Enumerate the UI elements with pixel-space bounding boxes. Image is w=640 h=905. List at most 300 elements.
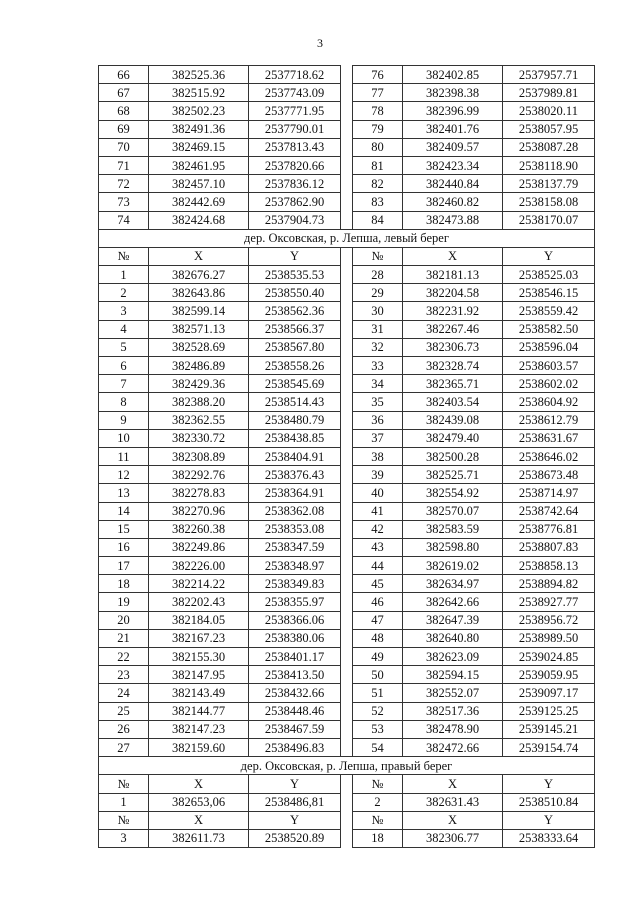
x-coordinate: 382388.20 (149, 393, 249, 411)
x-coordinate: 382267.46 (403, 320, 503, 338)
x-coordinate: 382571.13 (149, 320, 249, 338)
point-number: 6 (99, 357, 149, 375)
y-coordinate: 2537862.90 (249, 193, 341, 211)
table-row (99, 629, 595, 647)
y-coordinate: 2538596.04 (503, 338, 595, 356)
column-header-y: Y (503, 247, 595, 265)
y-coordinate: 2538380.06 (249, 629, 341, 647)
column-header-x: X (403, 811, 503, 829)
point-number: 36 (353, 411, 403, 429)
column-header-number: № (353, 247, 403, 265)
x-coordinate: 382469.15 (149, 138, 249, 156)
x-coordinate: 382214.22 (149, 575, 249, 593)
table-row (99, 720, 595, 738)
point-number: 24 (99, 684, 149, 702)
x-coordinate: 382292.76 (149, 466, 249, 484)
y-coordinate: 2537790.01 (249, 120, 341, 138)
x-coordinate: 382515.92 (149, 84, 249, 102)
column-header-y: Y (249, 247, 341, 265)
column-gap (341, 156, 353, 174)
y-coordinate: 2538603.57 (503, 357, 595, 375)
y-coordinate: 2538057.95 (503, 120, 595, 138)
table-row (99, 666, 595, 684)
x-coordinate: 382330.72 (149, 429, 249, 447)
point-number: 3 (99, 829, 149, 847)
y-coordinate: 2538602.02 (503, 375, 595, 393)
column-gap (341, 502, 353, 520)
table-row (99, 702, 595, 720)
point-number: 66 (99, 66, 149, 84)
column-gap (341, 575, 353, 593)
y-coordinate: 2537820.66 (249, 156, 341, 174)
section-title-right-bank: дер. Оксовская, р. Лепша, правый берег (99, 757, 595, 775)
table-row (99, 120, 595, 138)
y-coordinate: 2538333.64 (503, 829, 595, 847)
point-number: 9 (99, 411, 149, 429)
point-number: 76 (353, 66, 403, 84)
x-coordinate: 382554.92 (403, 484, 503, 502)
x-coordinate: 382473.88 (403, 211, 503, 229)
y-coordinate: 2537743.09 (249, 84, 341, 102)
point-number: 81 (353, 156, 403, 174)
point-number: 84 (353, 211, 403, 229)
header-row (99, 811, 595, 829)
column-gap (341, 666, 353, 684)
column-gap (341, 520, 353, 538)
table-row (99, 575, 595, 593)
column-gap (341, 247, 353, 265)
x-coordinate: 382226.00 (149, 557, 249, 575)
x-coordinate: 382278.83 (149, 484, 249, 502)
x-coordinate: 382396.99 (403, 102, 503, 120)
table-row (99, 193, 595, 211)
point-number: 45 (353, 575, 403, 593)
point-number: 11 (99, 447, 149, 465)
y-coordinate: 2538362.08 (249, 502, 341, 520)
x-coordinate: 382525.71 (403, 466, 503, 484)
table-row (99, 484, 595, 502)
column-gap (341, 411, 353, 429)
section-row (99, 229, 595, 247)
x-coordinate: 382204.58 (403, 284, 503, 302)
x-coordinate: 382583.59 (403, 520, 503, 538)
y-coordinate: 2539059.95 (503, 666, 595, 684)
y-coordinate: 2538347.59 (249, 538, 341, 556)
table-row (99, 502, 595, 520)
point-number: 19 (99, 593, 149, 611)
point-number: 27 (99, 738, 149, 756)
y-coordinate: 2537904.73 (249, 211, 341, 229)
table-row (99, 284, 595, 302)
table-row (99, 375, 595, 393)
table-row (99, 793, 595, 811)
point-number: 74 (99, 211, 149, 229)
y-coordinate: 2538496.83 (249, 738, 341, 756)
x-coordinate: 382634.97 (403, 575, 503, 593)
x-coordinate: 382398.38 (403, 84, 503, 102)
point-number: 69 (99, 120, 149, 138)
point-number: 38 (353, 447, 403, 465)
point-number: 16 (99, 538, 149, 556)
table-row (99, 138, 595, 156)
column-header-number: № (353, 775, 403, 793)
column-gap (341, 720, 353, 738)
y-coordinate: 2538404.91 (249, 447, 341, 465)
x-coordinate: 382570.07 (403, 502, 503, 520)
x-coordinate: 382611.73 (149, 829, 249, 847)
point-number: 67 (99, 84, 149, 102)
point-number: 2 (353, 793, 403, 811)
column-gap (341, 593, 353, 611)
table-row (99, 684, 595, 702)
x-coordinate: 382486.89 (149, 357, 249, 375)
y-coordinate: 2539154.74 (503, 738, 595, 756)
point-number: 80 (353, 138, 403, 156)
x-coordinate: 382181.13 (403, 266, 503, 284)
column-gap (341, 266, 353, 284)
point-number: 32 (353, 338, 403, 356)
column-gap (341, 66, 353, 84)
point-number: 68 (99, 102, 149, 120)
x-coordinate: 382478.90 (403, 720, 503, 738)
table-row (99, 829, 595, 847)
point-number: 53 (353, 720, 403, 738)
y-coordinate: 2538467.59 (249, 720, 341, 738)
x-coordinate: 382147.23 (149, 720, 249, 738)
coordinates-table (98, 65, 595, 848)
column-gap (341, 102, 353, 120)
x-coordinate: 382643.86 (149, 284, 249, 302)
y-coordinate: 2537771.95 (249, 102, 341, 120)
x-coordinate: 382528.69 (149, 338, 249, 356)
y-coordinate: 2538582.50 (503, 320, 595, 338)
table-row (99, 447, 595, 465)
x-coordinate: 382647.39 (403, 611, 503, 629)
point-number: 26 (99, 720, 149, 738)
point-number: 82 (353, 175, 403, 193)
y-coordinate: 2538349.83 (249, 575, 341, 593)
y-coordinate: 2538376.43 (249, 466, 341, 484)
point-number: 8 (99, 393, 149, 411)
table-row (99, 102, 595, 120)
point-number: 7 (99, 375, 149, 393)
column-gap (341, 338, 353, 356)
x-coordinate: 382640.80 (403, 629, 503, 647)
point-number: 20 (99, 611, 149, 629)
column-gap (341, 193, 353, 211)
column-gap (341, 284, 353, 302)
table-row (99, 538, 595, 556)
column-gap (341, 775, 353, 793)
y-coordinate: 2538170.07 (503, 211, 595, 229)
point-number: 25 (99, 702, 149, 720)
point-number: 1 (99, 266, 149, 284)
y-coordinate: 2538366.06 (249, 611, 341, 629)
x-coordinate: 382328.74 (403, 357, 503, 375)
section-title-left-bank: дер. Оксовская, р. Лепша, левый берег (99, 229, 595, 247)
column-gap (341, 429, 353, 447)
x-coordinate: 382402.85 (403, 66, 503, 84)
point-number: 30 (353, 302, 403, 320)
y-coordinate: 2538020.11 (503, 102, 595, 120)
point-number: 47 (353, 611, 403, 629)
table-row (99, 648, 595, 666)
column-gap (341, 629, 353, 647)
x-coordinate: 382184.05 (149, 611, 249, 629)
point-number: 77 (353, 84, 403, 102)
x-coordinate: 382491.36 (149, 120, 249, 138)
x-coordinate: 382362.55 (149, 411, 249, 429)
table-row (99, 593, 595, 611)
x-coordinate: 382439.08 (403, 411, 503, 429)
x-coordinate: 382552.07 (403, 684, 503, 702)
column-gap (341, 84, 353, 102)
x-coordinate: 382500.28 (403, 447, 503, 465)
column-gap (341, 211, 353, 229)
point-number: 49 (353, 648, 403, 666)
point-number: 78 (353, 102, 403, 120)
x-coordinate: 382653,06 (149, 793, 249, 811)
point-number: 54 (353, 738, 403, 756)
table-row (99, 429, 595, 447)
x-coordinate: 382306.77 (403, 829, 503, 847)
x-coordinate: 382599.14 (149, 302, 249, 320)
x-coordinate: 382308.89 (149, 447, 249, 465)
table-row (99, 557, 595, 575)
y-coordinate: 2539024.85 (503, 648, 595, 666)
y-coordinate: 2538927.77 (503, 593, 595, 611)
column-gap (341, 302, 353, 320)
y-coordinate: 2539145.21 (503, 720, 595, 738)
x-coordinate: 382423.34 (403, 156, 503, 174)
point-number: 29 (353, 284, 403, 302)
point-number: 71 (99, 156, 149, 174)
section-row (99, 757, 595, 775)
y-coordinate: 2538353.08 (249, 520, 341, 538)
x-coordinate: 382457.10 (149, 175, 249, 193)
point-number: 39 (353, 466, 403, 484)
y-coordinate: 2538087.28 (503, 138, 595, 156)
column-gap (341, 466, 353, 484)
column-gap (341, 738, 353, 756)
y-coordinate: 2538413.50 (249, 666, 341, 684)
y-coordinate: 2538525.03 (503, 266, 595, 284)
y-coordinate: 2538562.36 (249, 302, 341, 320)
y-coordinate: 2538545.69 (249, 375, 341, 393)
y-coordinate: 2538776.81 (503, 520, 595, 538)
y-coordinate: 2538894.82 (503, 575, 595, 593)
point-number: 2 (99, 284, 149, 302)
x-coordinate: 382403.54 (403, 393, 503, 411)
column-gap (341, 120, 353, 138)
table-row (99, 393, 595, 411)
point-number: 31 (353, 320, 403, 338)
y-coordinate: 2538566.37 (249, 320, 341, 338)
page-number: 3 (317, 36, 323, 50)
x-coordinate: 382249.86 (149, 538, 249, 556)
header-row (99, 247, 595, 265)
point-number: 22 (99, 648, 149, 666)
x-coordinate: 382460.82 (403, 193, 503, 211)
point-number: 10 (99, 429, 149, 447)
y-coordinate: 2538558.26 (249, 357, 341, 375)
column-gap (341, 611, 353, 629)
point-number: 12 (99, 466, 149, 484)
y-coordinate: 2538137.79 (503, 175, 595, 193)
table-row (99, 320, 595, 338)
y-coordinate: 2538646.02 (503, 447, 595, 465)
table-row (99, 738, 595, 756)
column-header-number: № (99, 775, 149, 793)
point-number: 51 (353, 684, 403, 702)
y-coordinate: 2538118.90 (503, 156, 595, 174)
column-header-number: № (353, 811, 403, 829)
x-coordinate: 382143.49 (149, 684, 249, 702)
point-number: 18 (353, 829, 403, 847)
column-header-x: X (403, 775, 503, 793)
point-number: 44 (353, 557, 403, 575)
x-coordinate: 382525.36 (149, 66, 249, 84)
point-number: 17 (99, 557, 149, 575)
y-coordinate: 2538742.64 (503, 502, 595, 520)
table-row (99, 84, 595, 102)
y-coordinate: 2537957.71 (503, 66, 595, 84)
y-coordinate: 2538432.66 (249, 684, 341, 702)
point-number: 28 (353, 266, 403, 284)
point-number: 35 (353, 393, 403, 411)
column-gap (341, 357, 353, 375)
column-header-x: X (149, 811, 249, 829)
column-gap (341, 447, 353, 465)
x-coordinate: 382270.96 (149, 502, 249, 520)
x-coordinate: 382260.38 (149, 520, 249, 538)
y-coordinate: 2538714.97 (503, 484, 595, 502)
column-header-number: № (99, 811, 149, 829)
column-header-x: X (403, 247, 503, 265)
point-number: 72 (99, 175, 149, 193)
x-coordinate: 382306.73 (403, 338, 503, 356)
x-coordinate: 382409.57 (403, 138, 503, 156)
y-coordinate: 2538514.43 (249, 393, 341, 411)
x-coordinate: 382231.92 (403, 302, 503, 320)
table-row (99, 175, 595, 193)
point-number: 18 (99, 575, 149, 593)
table-row (99, 357, 595, 375)
column-header-x: X (149, 775, 249, 793)
column-header-y: Y (249, 775, 341, 793)
y-coordinate: 2538486,81 (249, 793, 341, 811)
table-row (99, 66, 595, 84)
point-number: 15 (99, 520, 149, 538)
x-coordinate: 382676.27 (149, 266, 249, 284)
x-coordinate: 382147.95 (149, 666, 249, 684)
column-gap (341, 484, 353, 502)
table-row (99, 466, 595, 484)
x-coordinate: 382472.66 (403, 738, 503, 756)
x-coordinate: 382502.23 (149, 102, 249, 120)
point-number: 23 (99, 666, 149, 684)
point-number: 46 (353, 593, 403, 611)
point-number: 73 (99, 193, 149, 211)
table-row (99, 611, 595, 629)
column-header-y: Y (503, 811, 595, 829)
point-number: 42 (353, 520, 403, 538)
point-number: 48 (353, 629, 403, 647)
header-row (99, 775, 595, 793)
table-row (99, 211, 595, 229)
column-gap (341, 829, 353, 847)
point-number: 1 (99, 793, 149, 811)
point-number: 43 (353, 538, 403, 556)
column-header-y: Y (503, 775, 595, 793)
y-coordinate: 2539125.25 (503, 702, 595, 720)
x-coordinate: 382202.43 (149, 593, 249, 611)
y-coordinate: 2538438.85 (249, 429, 341, 447)
point-number: 33 (353, 357, 403, 375)
table-row (99, 520, 595, 538)
point-number: 40 (353, 484, 403, 502)
x-coordinate: 382167.23 (149, 629, 249, 647)
y-coordinate: 2538355.97 (249, 593, 341, 611)
table-row (99, 266, 595, 284)
x-coordinate: 382442.69 (149, 193, 249, 211)
point-number: 79 (353, 120, 403, 138)
column-gap (341, 138, 353, 156)
y-coordinate: 2537836.12 (249, 175, 341, 193)
x-coordinate: 382461.95 (149, 156, 249, 174)
point-number: 21 (99, 629, 149, 647)
x-coordinate: 382642.66 (403, 593, 503, 611)
y-coordinate: 2538631.67 (503, 429, 595, 447)
point-number: 3 (99, 302, 149, 320)
y-coordinate: 2538604.92 (503, 393, 595, 411)
column-gap (341, 648, 353, 666)
column-gap (341, 684, 353, 702)
point-number: 37 (353, 429, 403, 447)
y-coordinate: 2538448.46 (249, 702, 341, 720)
column-gap (341, 702, 353, 720)
y-coordinate: 2538535.53 (249, 266, 341, 284)
point-number: 52 (353, 702, 403, 720)
point-number: 5 (99, 338, 149, 356)
y-coordinate: 2538807.83 (503, 538, 595, 556)
column-gap (341, 393, 353, 411)
x-coordinate: 382619.02 (403, 557, 503, 575)
x-coordinate: 382598.80 (403, 538, 503, 556)
column-header-y: Y (249, 811, 341, 829)
x-coordinate: 382429.36 (149, 375, 249, 393)
x-coordinate: 382517.36 (403, 702, 503, 720)
y-coordinate: 2538510.84 (503, 793, 595, 811)
column-gap (341, 538, 353, 556)
column-gap (341, 793, 353, 811)
x-coordinate: 382631.43 (403, 793, 503, 811)
column-gap (341, 175, 353, 193)
point-number: 70 (99, 138, 149, 156)
y-coordinate: 2538989.50 (503, 629, 595, 647)
column-gap (341, 320, 353, 338)
y-coordinate: 2538673.48 (503, 466, 595, 484)
table-row (99, 338, 595, 356)
column-gap (341, 375, 353, 393)
point-number: 4 (99, 320, 149, 338)
x-coordinate: 382623.09 (403, 648, 503, 666)
y-coordinate: 2537813.43 (249, 138, 341, 156)
x-coordinate: 382424.68 (149, 211, 249, 229)
y-coordinate: 2538567.80 (249, 338, 341, 356)
y-coordinate: 2539097.17 (503, 684, 595, 702)
point-number: 34 (353, 375, 403, 393)
